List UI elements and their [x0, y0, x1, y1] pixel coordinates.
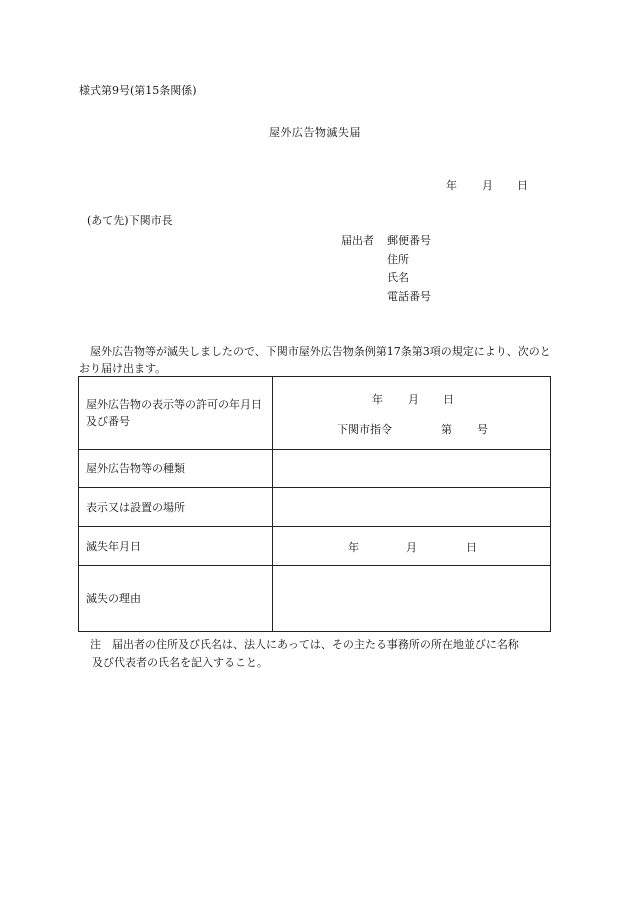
submission-date [0, 177, 630, 193]
loss-date-value-cell[interactable] [273, 527, 551, 566]
loss-month-unit: 月 [406, 541, 417, 554]
reason-label: 滅失の理由 [79, 566, 273, 632]
loss-day-unit: 日 [466, 541, 477, 554]
permit-prefix: 下関市指令 [337, 423, 392, 436]
table-row [79, 566, 551, 632]
footnote [79, 636, 551, 672]
loss-year-unit: 年 [348, 541, 359, 554]
permit-month-unit: 月 [408, 393, 419, 406]
address-field[interactable]: 住所 [387, 253, 409, 266]
intro-text: 屋外広告物等が滅失しましたので、下関市屋外広告物条例第17条第3項の規定により、次のとおり届け出ます。 [79, 345, 551, 375]
loss-date-label: 滅失年月日 [79, 527, 273, 566]
permit-year-unit: 年 [372, 393, 383, 406]
date-month-unit: 月 [482, 179, 493, 192]
date-year-unit: 年 [446, 179, 457, 192]
location-value-cell[interactable] [273, 488, 551, 527]
table-row [79, 450, 551, 488]
date-day-unit: 日 [517, 179, 528, 192]
phone-field[interactable]: 電話番号 [387, 290, 431, 303]
permit-day-unit: 日 [443, 393, 454, 406]
name-field[interactable]: 氏名 [387, 271, 409, 284]
permit-go: 号 [477, 423, 488, 436]
permit-dai: 第 [441, 423, 452, 436]
loss-report-table [78, 376, 551, 632]
addressee: (あて先)下関市長 [87, 214, 173, 227]
permit-label: 屋外広告物の表示等の許可の年月日及び番号 [79, 377, 273, 450]
postal-code-field[interactable]: 郵便番号 [387, 234, 431, 247]
type-value-cell[interactable] [273, 450, 551, 488]
footnote-line-2: 及び代表者の氏名を記入すること。 [92, 656, 268, 669]
form-number: 様式第9号(第15条関係) [79, 84, 197, 97]
footnote-line-1: 注 届出者の住所及び氏名は、法人にあっては、その主たる事務所の所在地並びに名称 [90, 638, 519, 651]
document-title: 屋外広告物滅失届 [269, 126, 361, 139]
type-label: 屋外広告物等の種類 [79, 450, 273, 488]
location-label: 表示又は設置の場所 [79, 488, 273, 527]
applicant-label: 届出者 [341, 234, 374, 247]
permit-value-cell[interactable] [273, 377, 551, 450]
table-row [79, 527, 551, 566]
table-row [79, 488, 551, 527]
table-row [79, 377, 551, 450]
reason-value-cell[interactable] [273, 566, 551, 632]
